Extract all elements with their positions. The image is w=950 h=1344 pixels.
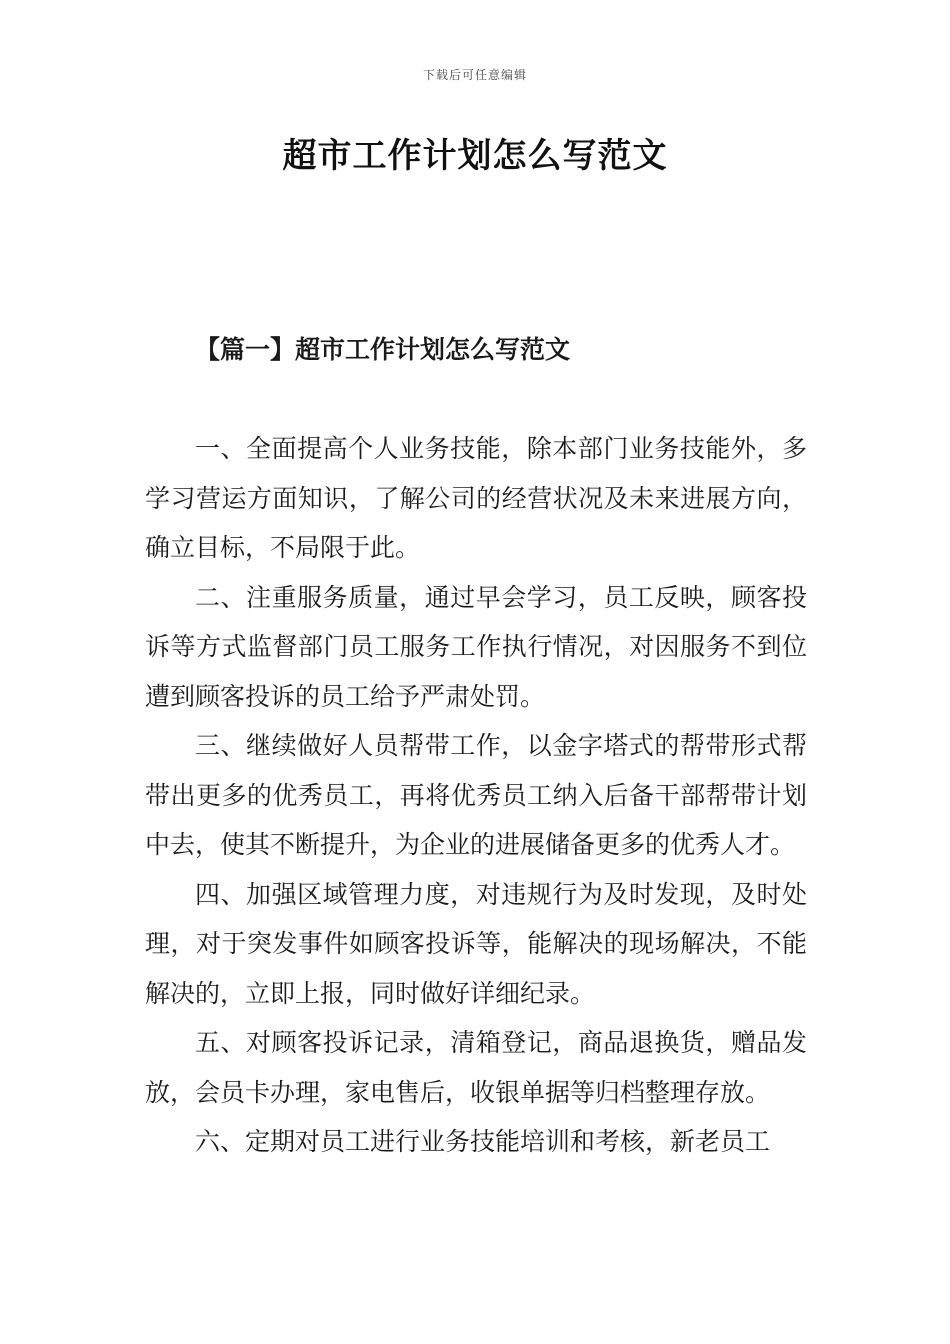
paragraph-2: 二、注重服务质量，通过早会学习，员工反映，顾客投诉等方式监督部门员工服务工作执行情况，对因服务不到位遭到顾客投诉的员工给予严肃处罚。: [145, 582, 807, 711]
document-body: [145, 424, 807, 1167]
section-heading: 【篇一】超市工作计划怎么写范文: [195, 335, 571, 364]
document-title: 超市工作计划怎么写范文: [282, 136, 668, 176]
paragraph-1: 一、全面提高个人业务技能，除本部门业务技能外，多学习营运方面知识，了解公司的经营状况及未来进展方向，确立目标，不局限于此。: [145, 434, 807, 562]
paragraph-6: 六、定期对员工进行业务技能培训和考核，新老员工: [195, 1127, 771, 1156]
header-note: 下载后可任意编辑: [422, 68, 527, 82]
paragraph-4: 四、加强区域管理力度，对违规行为及时发现，及时处理，对于突发事件如顾客投诉等，能解决的现场解决，不能解决的，立即上报，同时做好详细纪录。: [145, 879, 807, 1008]
paragraph-3: 三、继续做好人员帮带工作，以金字塔式的帮带形式帮带出更多的优秀员工，再将优秀员工纳入后备干部帮带计划中去，使其不断提升，为企业的进展储备更多的优秀人才。: [145, 731, 807, 859]
paragraph-5: 五、对顾客投诉记录，清箱登记，商品退换货，赠品发放，会员卡办理，家电售后，收银单据等归档整理存放。: [145, 1028, 807, 1107]
